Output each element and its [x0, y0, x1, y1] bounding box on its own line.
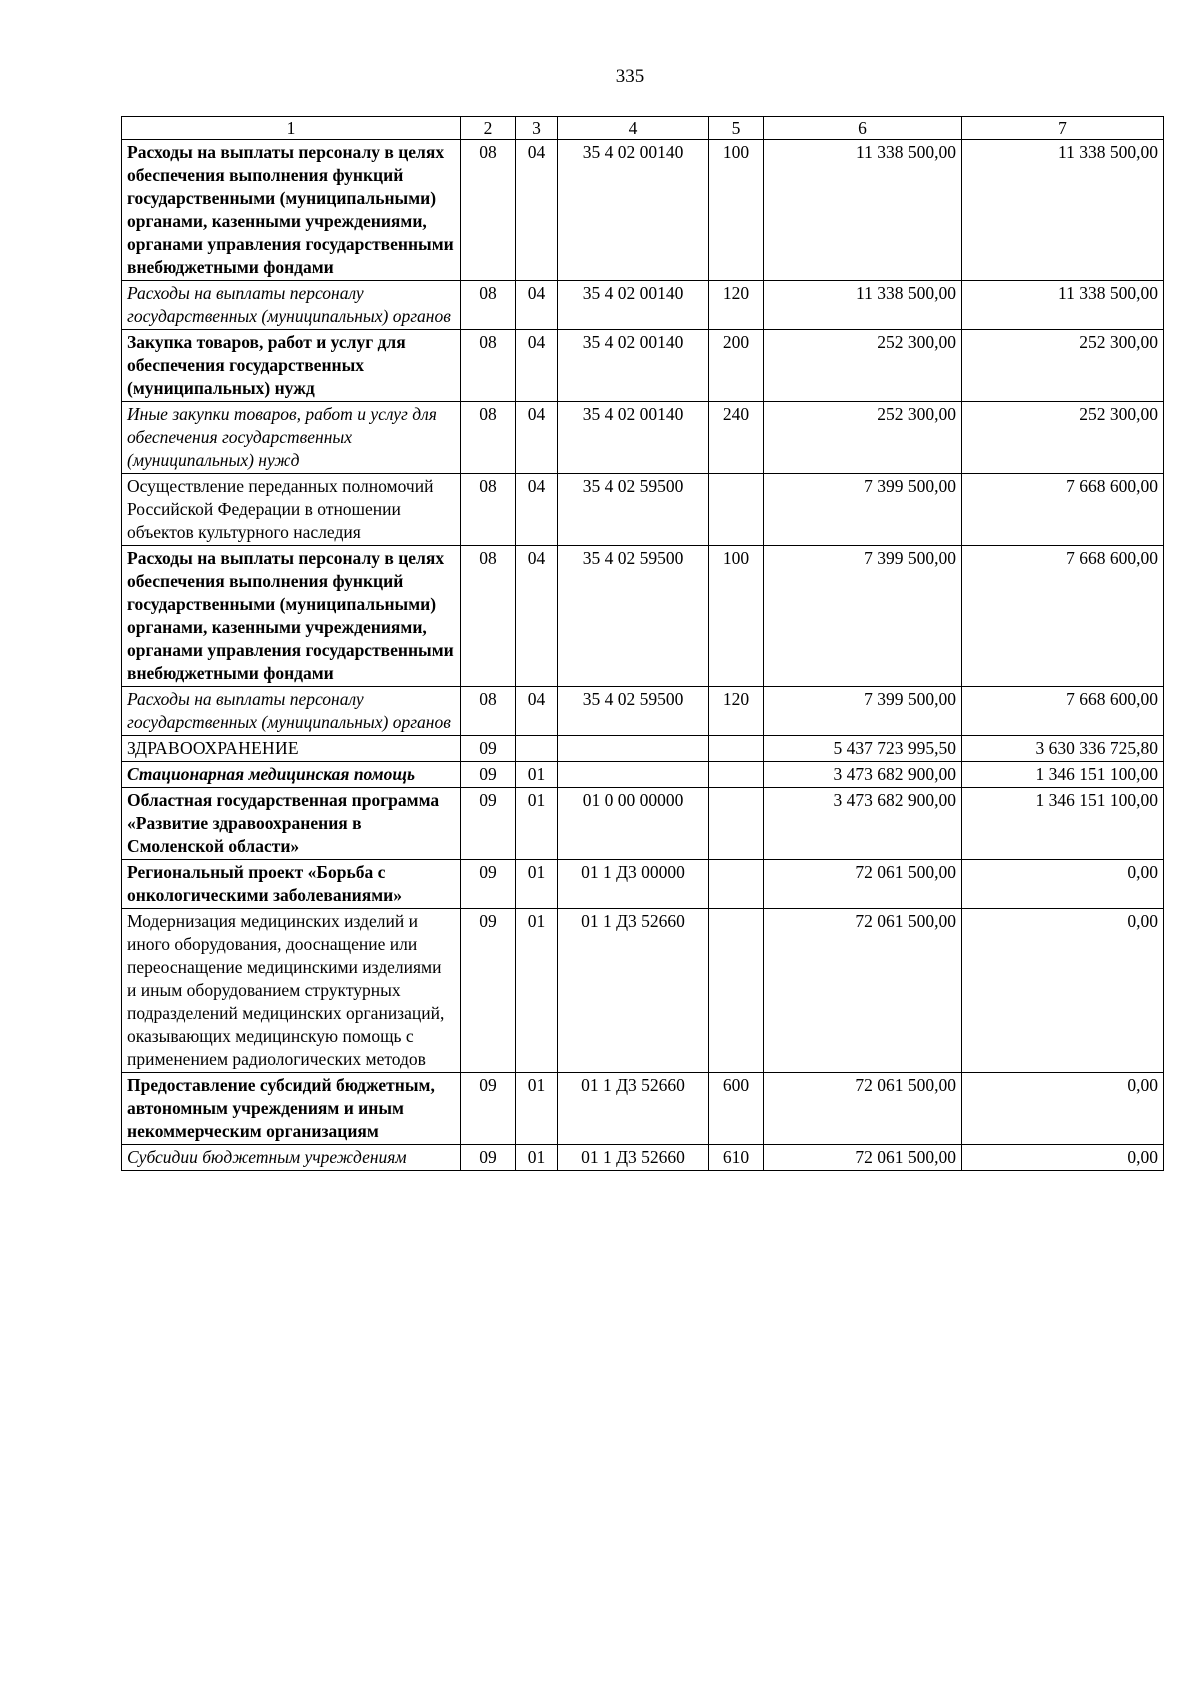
amount-year-2: 7 668 600,00 [962, 546, 1164, 687]
table-row [122, 736, 1164, 762]
subsection-code: 01 [516, 1145, 558, 1171]
target-article-code [558, 762, 709, 788]
table-row [122, 402, 1164, 474]
amount-year-1: 72 061 500,00 [764, 1145, 962, 1171]
section-code: 08 [461, 140, 516, 281]
expense-type-code: 600 [709, 1073, 764, 1145]
amount-year-2: 11 338 500,00 [962, 140, 1164, 281]
subsection-code: 04 [516, 140, 558, 281]
table-row [122, 281, 1164, 330]
amount-year-1: 7 399 500,00 [764, 474, 962, 546]
target-article-code: 01 1 Д3 52660 [558, 1073, 709, 1145]
table-row [122, 909, 1164, 1073]
section-code: 08 [461, 546, 516, 687]
header-cell-7: 7 [962, 117, 1164, 140]
amount-year-2: 0,00 [962, 1073, 1164, 1145]
amount-year-2: 7 668 600,00 [962, 474, 1164, 546]
expense-type-code [709, 909, 764, 1073]
amount-year-1: 7 399 500,00 [764, 687, 962, 736]
subsection-code: 04 [516, 281, 558, 330]
amount-year-1: 7 399 500,00 [764, 546, 962, 687]
section-code: 08 [461, 474, 516, 546]
amount-year-2: 3 630 336 725,80 [962, 736, 1164, 762]
row-description: Модернизация медицинских изделий и иного оборудования, дооснащение или переоснащение медицинскими изделиями и иным оборудованием структурных подразделений медицинских организаций, оказывающих медицинскую помощь с применением радиологических методов [122, 909, 461, 1073]
row-description: Осуществление переданных полномочий Российской Федерации в отношении объектов культурного наследия [122, 474, 461, 546]
header-cell-6: 6 [764, 117, 962, 140]
target-article-code: 01 0 00 00000 [558, 788, 709, 860]
section-code: 08 [461, 281, 516, 330]
expense-type-code: 120 [709, 687, 764, 736]
row-description: Расходы на выплаты персоналу государственных (муниципальных) органов [122, 281, 461, 330]
expense-type-code: 100 [709, 140, 764, 281]
target-article-code: 35 4 02 59500 [558, 474, 709, 546]
target-article-code: 35 4 02 00140 [558, 140, 709, 281]
subsection-code: 04 [516, 402, 558, 474]
amount-year-2: 0,00 [962, 1145, 1164, 1171]
amount-year-2: 11 338 500,00 [962, 281, 1164, 330]
amount-year-2: 0,00 [962, 909, 1164, 1073]
section-code: 08 [461, 687, 516, 736]
amount-year-2: 1 346 151 100,00 [962, 788, 1164, 860]
budget-table [121, 116, 1164, 1171]
expense-type-code: 100 [709, 546, 764, 687]
amount-year-1: 72 061 500,00 [764, 909, 962, 1073]
subsection-code: 01 [516, 909, 558, 1073]
table-row [122, 687, 1164, 736]
amount-year-2: 252 300,00 [962, 402, 1164, 474]
target-article-code: 01 1 Д3 52660 [558, 1145, 709, 1171]
row-description: Субсидии бюджетным учреждениям [122, 1145, 461, 1171]
target-article-code: 35 4 02 59500 [558, 687, 709, 736]
section-code: 08 [461, 330, 516, 402]
target-article-code: 35 4 02 59500 [558, 546, 709, 687]
expense-type-code: 200 [709, 330, 764, 402]
table-row [122, 1145, 1164, 1171]
table-row [122, 546, 1164, 687]
subsection-code: 04 [516, 546, 558, 687]
table-row [122, 140, 1164, 281]
section-code: 09 [461, 1145, 516, 1171]
header-cell-4: 4 [558, 117, 709, 140]
row-description: Стационарная медицинская помощь [122, 762, 461, 788]
page-number: 335 [615, 66, 645, 87]
row-description: ЗДРАВООХРАНЕНИЕ [122, 736, 461, 762]
table-header-row [122, 117, 1164, 140]
expense-type-code: 240 [709, 402, 764, 474]
expense-type-code: 120 [709, 281, 764, 330]
subsection-code [516, 736, 558, 762]
expense-type-code [709, 788, 764, 860]
amount-year-1: 252 300,00 [764, 330, 962, 402]
header-cell-3: 3 [516, 117, 558, 140]
subsection-code: 04 [516, 687, 558, 736]
row-description: Расходы на выплаты персоналу в целях обеспечения выполнения функций государственными (муниципальными) органами, казенными учреждениями, органами управления государственными внебюджетными фондами [122, 140, 461, 281]
subsection-code: 04 [516, 474, 558, 546]
table-row [122, 474, 1164, 546]
subsection-code: 01 [516, 762, 558, 788]
row-description: Закупка товаров, работ и услуг для обеспечения государственных (муниципальных) нужд [122, 330, 461, 402]
target-article-code: 35 4 02 00140 [558, 330, 709, 402]
expense-type-code [709, 474, 764, 546]
amount-year-1: 72 061 500,00 [764, 1073, 962, 1145]
expense-type-code [709, 736, 764, 762]
header-cell-5: 5 [709, 117, 764, 140]
subsection-code: 01 [516, 860, 558, 909]
target-article-code: 01 1 Д3 00000 [558, 860, 709, 909]
amount-year-1: 11 338 500,00 [764, 281, 962, 330]
row-description: Расходы на выплаты персоналу в целях обеспечения выполнения функций государственными (муниципальными) органами, казенными учреждениями, органами управления государственными внебюджетными фондами [122, 546, 461, 687]
expense-type-code [709, 860, 764, 909]
amount-year-2: 7 668 600,00 [962, 687, 1164, 736]
amount-year-1: 11 338 500,00 [764, 140, 962, 281]
table-row [122, 762, 1164, 788]
subsection-code: 01 [516, 788, 558, 860]
subsection-code: 01 [516, 1073, 558, 1145]
amount-year-1: 3 473 682 900,00 [764, 788, 962, 860]
target-article-code: 01 1 Д3 52660 [558, 909, 709, 1073]
amount-year-2: 0,00 [962, 860, 1164, 909]
section-code: 09 [461, 1073, 516, 1145]
amount-year-1: 3 473 682 900,00 [764, 762, 962, 788]
table-row [122, 330, 1164, 402]
expense-type-code [709, 762, 764, 788]
section-code: 09 [461, 788, 516, 860]
row-description: Расходы на выплаты персоналу государственных (муниципальных) органов [122, 687, 461, 736]
target-article-code: 35 4 02 00140 [558, 402, 709, 474]
amount-year-1: 252 300,00 [764, 402, 962, 474]
amount-year-2: 252 300,00 [962, 330, 1164, 402]
row-description: Иные закупки товаров, работ и услуг для обеспечения государственных (муниципальных) нужд [122, 402, 461, 474]
subsection-code: 04 [516, 330, 558, 402]
row-description: Предоставление субсидий бюджетным, автономным учреждениям и иным некоммерческим организациям [122, 1073, 461, 1145]
expense-type-code: 610 [709, 1145, 764, 1171]
target-article-code [558, 736, 709, 762]
section-code: 09 [461, 909, 516, 1073]
target-article-code: 35 4 02 00140 [558, 281, 709, 330]
table-row [122, 1073, 1164, 1145]
row-description: Региональный проект «Борьба с онкологическими заболеваниями» [122, 860, 461, 909]
header-cell-2: 2 [461, 117, 516, 140]
section-code: 09 [461, 762, 516, 788]
table-row [122, 860, 1164, 909]
header-cell-1: 1 [122, 117, 461, 140]
section-code: 08 [461, 402, 516, 474]
amount-year-2: 1 346 151 100,00 [962, 762, 1164, 788]
amount-year-1: 5 437 723 995,50 [764, 736, 962, 762]
section-code: 09 [461, 860, 516, 909]
section-code: 09 [461, 736, 516, 762]
amount-year-1: 72 061 500,00 [764, 860, 962, 909]
table-row [122, 788, 1164, 860]
row-description: Областная государственная программа «Развитие здравоохранения в Смоленской области» [122, 788, 461, 860]
